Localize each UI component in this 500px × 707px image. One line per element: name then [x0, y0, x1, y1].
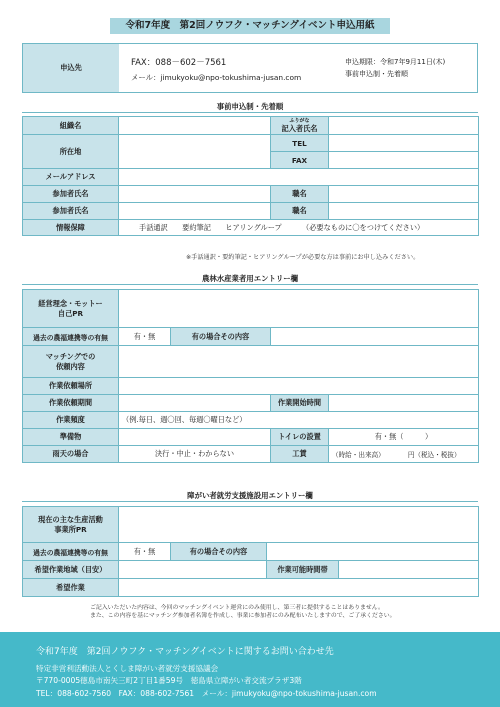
rain-field[interactable]: 決行・中止・わからない: [119, 446, 271, 463]
org-label: 組織名: [23, 117, 119, 135]
fax-label: FAX: [271, 152, 329, 169]
address-field[interactable]: [119, 135, 271, 169]
org-field[interactable]: [119, 117, 271, 135]
facility-past-detail-field[interactable]: [267, 543, 479, 561]
footer-heading: 令和7年度 第2回ノウフク・マッチングイベントに関するお問い合わせ先: [36, 647, 334, 657]
access-label: 情報保障: [23, 220, 119, 236]
furigana-label: ふりがな: [289, 117, 310, 124]
rain-label: 雨天の場合: [23, 446, 119, 463]
contact-fax: FAX：088－602－7561: [131, 58, 227, 68]
current-activity-label: 現在の主な生産活動 事業所PR: [23, 507, 119, 543]
toilet-field[interactable]: 有・無（ ）: [329, 429, 479, 446]
section2-divider: [22, 284, 478, 285]
current-activity-field[interactable]: [119, 507, 479, 543]
request-label: マッチングでの 依頼内容: [23, 346, 119, 378]
footer-contact: [0, 632, 500, 707]
frequency-example: （例.毎日、週〇回、毎週〇曜日など）: [122, 415, 247, 424]
facility-entry-table: [22, 506, 479, 597]
participant2-field[interactable]: [119, 203, 271, 220]
participant1-field[interactable]: [119, 186, 271, 203]
contact-mail: メール：jimukyoku@npo-tokushima-jusan.com: [131, 73, 302, 82]
person-label-text: 記入者氏名: [281, 123, 318, 133]
wage-field[interactable]: （時給・出来高） 円（税込・税抜）: [329, 446, 479, 463]
contact-panel: [22, 43, 478, 93]
access-options-cell[interactable]: [119, 220, 479, 236]
deadline: 申込期限：令和7年9月11日(木): [345, 58, 446, 66]
request-field[interactable]: [119, 346, 479, 378]
address-label: 所在地: [23, 135, 119, 169]
position1-field[interactable]: [329, 186, 479, 203]
section1-divider: [22, 112, 478, 113]
period-field[interactable]: [119, 395, 271, 412]
start-time-label: 作業開始時間: [271, 395, 329, 412]
section3-divider: [22, 501, 478, 502]
email-label: メールアドレス: [23, 169, 119, 186]
period-label: 作業依頼期間: [23, 395, 119, 412]
place-label: 作業依頼場所: [23, 378, 119, 395]
access-options: 手話通訳 要約筆記 ヒアリングループ: [139, 222, 282, 232]
start-time-field[interactable]: [329, 395, 479, 412]
participant2-label: 参加者氏名: [23, 203, 119, 220]
applicant-table: [22, 116, 479, 236]
farmer-entry-table: [22, 289, 479, 463]
section3-title: 障がい者就労支援施設用エントリー欄: [187, 491, 313, 500]
wage-label: 工賃: [271, 446, 329, 463]
frequency-field[interactable]: [119, 412, 479, 429]
page-title: 令和7年度 第2回ノウフク・マッチングイベント申込用紙: [125, 20, 375, 31]
tel-field[interactable]: [329, 135, 479, 152]
fax-field[interactable]: [329, 152, 479, 169]
area-label: 希望作業地域（目安）: [23, 561, 119, 579]
frequency-label: 作業頻度: [23, 412, 119, 429]
section1-title: 事前申込制・先着順: [216, 102, 284, 111]
position1-label: 職名: [271, 186, 329, 203]
participant1-label: 参加者氏名: [23, 186, 119, 203]
section2-title: 農林水産業者用エントリー欄: [201, 274, 299, 283]
footer-contact-line: TEL：088-602-7560 FAX：088-602-7561 メール：jimukyoku@npo-tokushima-jusan.com: [36, 689, 377, 698]
facility-past-label: 過去の農福連携等の有無: [23, 543, 119, 561]
hours-label: 作業可能時間帯: [267, 561, 339, 579]
facility-past-detail-label: 有の場合その内容: [171, 543, 267, 561]
email-field[interactable]: [119, 169, 479, 186]
privacy-note: ご記入いただいた内容は、今回のマッチングイベント運営にのみ使用し、第三者に提供することはありません。 また、この内容を基にマッチング参加者名簿を作成し、事業に参加者にのみ配布いたしますので、ご了承ください。: [90, 605, 396, 619]
footer-address: 〒770-0005徳島市南矢三町2丁目1番59号 徳島県立障がい者交流プラザ3階: [36, 676, 302, 685]
belongings-field[interactable]: [119, 429, 271, 446]
work-label: 希望作業: [23, 579, 119, 597]
facility-past-yes-no[interactable]: 有・無: [119, 543, 171, 561]
area-field[interactable]: [119, 561, 267, 579]
philosophy-field[interactable]: [119, 290, 479, 328]
application-method: 事前申込制・先着順: [345, 70, 408, 78]
position2-label: 職名: [271, 203, 329, 220]
toilet-label: トイレの設置: [271, 429, 329, 446]
place-field[interactable]: [119, 378, 479, 395]
past-label: 過去の農福連携等の有無: [23, 328, 119, 346]
past-detail-field[interactable]: [271, 328, 479, 346]
work-field[interactable]: [119, 579, 479, 597]
access-note: （必要なものに〇をつけてください）: [302, 222, 425, 232]
person-label: [271, 117, 329, 135]
footer-org: 特定非営利活動法人とくしま障がい者就労支援協議会: [36, 664, 219, 673]
position2-field[interactable]: [329, 203, 479, 220]
hours-field[interactable]: [339, 561, 479, 579]
access-footnote: ※手話通訳・要約筆記・ヒアリングループが必要な方は事前にお申し込みください。: [186, 254, 420, 261]
past-detail-label: 有の場合その内容: [171, 328, 271, 346]
contact-label: 申込先: [23, 44, 119, 92]
belongings-label: 準備物: [23, 429, 119, 446]
person-field[interactable]: [329, 117, 479, 135]
past-yes-no[interactable]: 有・無: [119, 328, 171, 346]
philosophy-label: 経営理念・モットー 自己PR: [23, 290, 119, 328]
tel-label: TEL: [271, 135, 329, 152]
